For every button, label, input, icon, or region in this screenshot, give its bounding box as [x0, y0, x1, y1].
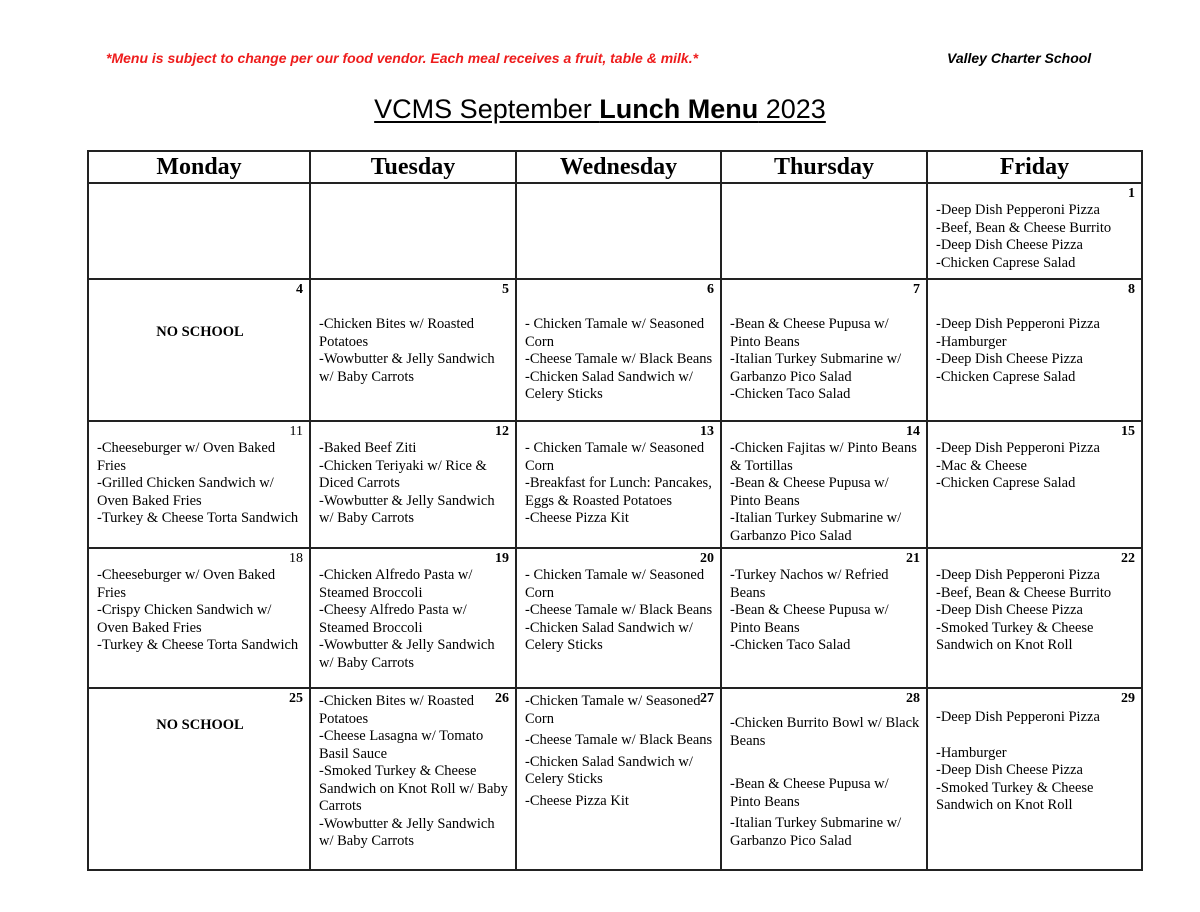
day-number: 19: [495, 551, 509, 566]
menu-disclaimer: *Menu is subject to change per our food vendor. Each meal receives a fruit, table & milk.*: [106, 50, 699, 66]
no-school-label: NO SCHOOL: [156, 324, 244, 340]
day-cell-wednesday: [516, 548, 721, 688]
menu-item: -Wowbutter & Jelly Sandwich w/ Baby Carrots: [319, 351, 495, 385]
day-number: 8: [1128, 282, 1135, 297]
day-number: [97, 186, 303, 202]
day-number: 15: [1121, 424, 1135, 439]
menu-item-list: [730, 567, 920, 655]
day-number: 11: [289, 424, 303, 439]
menu-item-list: [936, 202, 1135, 272]
title-bold: Lunch Menu: [599, 94, 759, 124]
day-cell-tuesday: [310, 548, 516, 688]
day-number: 20: [700, 551, 714, 566]
menu-item: -Crispy Chicken Sandwich w/ Oven Baked Fries: [97, 602, 272, 636]
menu-item: -Smoked Turkey & Cheese Sandwich on Knot Roll: [936, 619, 1094, 653]
day-number: 26: [495, 691, 509, 706]
menu-item: -Chicken Taco Salad: [730, 637, 851, 653]
day-number: 29: [1121, 691, 1135, 706]
no-school-label: NO SCHOOL: [156, 717, 244, 733]
menu-item: -Cheese Pizza Kit: [525, 510, 629, 526]
weekday-header-row: [88, 151, 1142, 183]
day-cell-friday: [927, 688, 1142, 870]
page-title: [0, 94, 1200, 125]
menu-item-list: [730, 316, 920, 404]
day-cell-content: [311, 184, 515, 204]
menu-item: -Turkey & Cheese Torta Sandwich: [97, 510, 299, 526]
menu-item: -Hamburger: [936, 333, 1007, 350]
day-cell-friday: [927, 548, 1142, 688]
day-number: 22: [1121, 551, 1135, 566]
day-cell-content: [722, 422, 926, 547]
day-cell-monday: [88, 279, 310, 421]
day-cell-content: [311, 280, 515, 388]
day-cell-tuesday: [310, 183, 516, 279]
menu-item: -Turkey & Cheese Torta Sandwich: [97, 637, 299, 653]
day-cell-content: [928, 549, 1141, 657]
day-cell-friday: [927, 279, 1142, 421]
day-number: 7: [913, 282, 920, 297]
menu-item: -Wowbutter & Jelly Sandwich w/ Baby Carrots: [319, 815, 495, 849]
menu-item: -Deep Dish Pepperoni Pizza: [936, 567, 1100, 583]
menu-item: -Chicken Bites w/ Roasted Potatoes: [319, 316, 475, 350]
day-number: 21: [906, 551, 920, 566]
day-cell-content: [928, 422, 1141, 495]
day-cell-wednesday: [516, 688, 721, 870]
day-number: 27: [700, 691, 714, 706]
menu-item: -Chicken Bites w/ Roasted Potatoes: [319, 693, 475, 727]
day-cell-wednesday: [516, 279, 721, 421]
menu-item-list: [525, 693, 714, 810]
day-cell-thursday: [721, 548, 927, 688]
menu-item: -Deep Dish Pepperoni Pizza: [936, 709, 1100, 725]
day-cell-content: [89, 280, 309, 344]
menu-item: -Bean & Cheese Pupusa w/ Pinto Beans: [730, 475, 889, 509]
menu-item: -Cheese Lasagna w/ Tomato Basil Sauce: [319, 728, 484, 762]
menu-item: -Deep Dish Cheese Pizza: [936, 237, 1083, 253]
day-cell-content: [928, 280, 1141, 388]
menu-item: -Chicken Salad Sandwich w/ Celery Sticks: [525, 753, 693, 787]
menu-item-list: [936, 316, 1135, 386]
menu-item: -Turkey Nachos w/ Refried Beans: [730, 567, 889, 601]
week-row: [88, 183, 1142, 279]
menu-item: -Cheese Pizza Kit: [525, 792, 629, 809]
menu-item-list: [730, 715, 920, 850]
day-cell-content: [928, 184, 1141, 274]
day-cell-content: [89, 689, 309, 737]
menu-item: -Italian Turkey Submarine w/ Garbanzo Pico Salad: [730, 815, 902, 849]
day-cell-monday: [88, 548, 310, 688]
day-cell-monday: [88, 183, 310, 279]
day-number: [319, 186, 509, 202]
menu-item: -Breakfast for Lunch: Pancakes, Eggs & Roasted Potatoes: [525, 475, 712, 509]
day-number: 4: [296, 282, 303, 297]
school-name: Valley Charter School: [947, 50, 1092, 66]
menu-item: -Deep Dish Cheese Pizza: [936, 762, 1083, 778]
day-cell-thursday: [721, 421, 927, 548]
menu-item: -Italian Turkey Submarine w/ Garbanzo Pico Salad: [730, 351, 902, 385]
day-cell-content: [89, 184, 309, 204]
day-cell-thursday: [721, 688, 927, 870]
lunch-calendar: [87, 150, 1143, 871]
day-number: 12: [495, 424, 509, 439]
menu-item: -Cheese Tamale w/ Black Beans: [525, 732, 713, 748]
menu-item: -Chicken Taco Salad: [730, 386, 851, 402]
menu-item: -Chicken Tamale w/ Seasoned Corn: [525, 693, 701, 727]
day-cell-content: [722, 689, 926, 852]
day-number: 5: [502, 282, 509, 297]
day-cell-content: [517, 184, 720, 204]
day-number: 28: [906, 691, 920, 706]
day-cell-content: [722, 280, 926, 406]
menu-item: -Mac & Cheese: [936, 457, 1027, 474]
menu-item: -Beef, Bean & Cheese Burrito: [936, 584, 1112, 601]
title-prefix: VCMS September: [374, 94, 600, 124]
menu-item: - Chicken Tamale w/ Seasoned Corn: [525, 567, 705, 601]
day-cell-tuesday: [310, 688, 516, 870]
menu-item: -Bean & Cheese Pupusa w/ Pinto Beans: [730, 776, 889, 810]
day-number: 13: [700, 424, 714, 439]
menu-item: -Cheesy Alfredo Pasta w/ Steamed Broccoli: [319, 602, 467, 636]
day-cell-content: [517, 280, 720, 406]
title-year: 2023: [758, 94, 826, 124]
menu-item: -Chicken Teriyaki w/ Rice & Diced Carrots: [319, 457, 487, 491]
day-number: [525, 186, 714, 202]
week-row: [88, 688, 1142, 870]
menu-item: -Deep Dish Pepperoni Pizza: [936, 440, 1100, 456]
day-cell-monday: [88, 421, 310, 548]
day-cell-content: [722, 549, 926, 657]
menu-item: -Chicken Caprese Salad: [936, 475, 1076, 491]
menu-item: -Wowbutter & Jelly Sandwich w/ Baby Carrots: [319, 492, 495, 526]
menu-item: - Chicken Tamale w/ Seasoned Corn: [525, 316, 705, 350]
day-cell-thursday: [721, 183, 927, 279]
menu-item: -Cheeseburger w/ Oven Baked Fries: [97, 567, 276, 601]
day-cell-content: [722, 184, 926, 204]
menu-item: -Beef, Bean & Cheese Burrito: [936, 219, 1112, 236]
day-cell-content: [311, 549, 515, 674]
day-cell-friday: [927, 421, 1142, 548]
menu-item: -Chicken Fajitas w/ Pinto Beans & Tortillas: [730, 440, 917, 474]
day-cell-tuesday: [310, 421, 516, 548]
menu-item: -Italian Turkey Submarine w/ Garbanzo Pico Salad: [730, 510, 902, 544]
day-cell-content: [928, 689, 1141, 817]
menu-item-list: [730, 440, 920, 545]
day-cell-wednesday: [516, 183, 721, 279]
menu-item-list: [936, 440, 1135, 493]
menu-item: -Baked Beef Ziti: [319, 440, 417, 456]
menu-item: -Wowbutter & Jelly Sandwich w/ Baby Carrots: [319, 637, 495, 671]
week-row: [88, 548, 1142, 688]
day-cell-content: [517, 422, 720, 530]
menu-item: -Smoked Turkey & Cheese Sandwich on Knot Roll w/ Baby Carrots: [319, 763, 508, 814]
week-row: [88, 279, 1142, 421]
menu-item: -Deep Dish Pepperoni Pizza: [936, 316, 1100, 332]
day-number: 25: [289, 691, 303, 706]
menu-item-list: [319, 440, 509, 528]
menu-item: - Chicken Tamale w/ Seasoned Corn: [525, 440, 705, 474]
header-monday: Monday: [88, 151, 310, 183]
menu-item: -Cheese Tamale w/ Black Beans: [525, 602, 713, 618]
menu-item-list: [319, 567, 509, 672]
menu-item: -Deep Dish Pepperoni Pizza: [936, 202, 1100, 218]
menu-item: -Cheeseburger w/ Oven Baked Fries: [97, 440, 276, 474]
day-cell-friday: [927, 183, 1142, 279]
day-cell-content: [517, 689, 720, 812]
header-friday: Friday: [927, 151, 1142, 183]
menu-item: -Hamburger: [936, 744, 1007, 761]
day-cell-content: [89, 422, 309, 530]
menu-item: -Deep Dish Cheese Pizza: [936, 351, 1083, 367]
menu-item-list: [936, 567, 1135, 655]
menu-item: -Smoked Turkey & Cheese Sandwich on Knot Roll: [936, 779, 1094, 813]
week-row: [88, 421, 1142, 548]
menu-item-list: [936, 709, 1135, 815]
day-number: 14: [906, 424, 920, 439]
day-number: 18: [289, 551, 303, 566]
menu-item: -Deep Dish Cheese Pizza: [936, 602, 1083, 618]
menu-item: -Chicken Alfredo Pasta w/ Steamed Broccoli: [319, 567, 473, 601]
day-cell-content: [89, 549, 309, 657]
menu-item: -Chicken Caprese Salad: [936, 368, 1076, 385]
menu-item-list: [525, 567, 714, 655]
menu-item-list: [97, 440, 303, 528]
day-number: 6: [707, 282, 714, 297]
menu-item-list: [319, 693, 509, 851]
menu-item: -Chicken Burrito Bowl w/ Black Beans: [730, 715, 920, 749]
day-number: [730, 186, 920, 202]
menu-item-list: [97, 567, 303, 655]
menu-item: -Cheese Tamale w/ Black Beans: [525, 351, 713, 367]
menu-item: -Bean & Cheese Pupusa w/ Pinto Beans: [730, 316, 889, 350]
header-thursday: Thursday: [721, 151, 927, 183]
menu-item-list: [319, 316, 509, 386]
menu-item: -Chicken Salad Sandwich w/ Celery Sticks: [525, 368, 693, 402]
menu-item: -Grilled Chicken Sandwich w/ Oven Baked Fries: [97, 475, 274, 509]
menu-item-list: [525, 316, 714, 404]
day-cell-thursday: [721, 279, 927, 421]
day-cell-wednesday: [516, 421, 721, 548]
header-tuesday: Tuesday: [310, 151, 516, 183]
day-cell-tuesday: [310, 279, 516, 421]
day-cell-monday: [88, 688, 310, 870]
day-cell-content: [517, 549, 720, 657]
header-wednesday: Wednesday: [516, 151, 721, 183]
menu-item: -Chicken Salad Sandwich w/ Celery Sticks: [525, 619, 693, 653]
day-cell-content: [311, 422, 515, 530]
menu-item: -Bean & Cheese Pupusa w/ Pinto Beans: [730, 602, 889, 636]
day-cell-content: [311, 689, 515, 853]
menu-item: -Chicken Caprese Salad: [936, 254, 1076, 271]
menu-item-list: [525, 440, 714, 528]
day-number: 1: [1128, 186, 1135, 201]
